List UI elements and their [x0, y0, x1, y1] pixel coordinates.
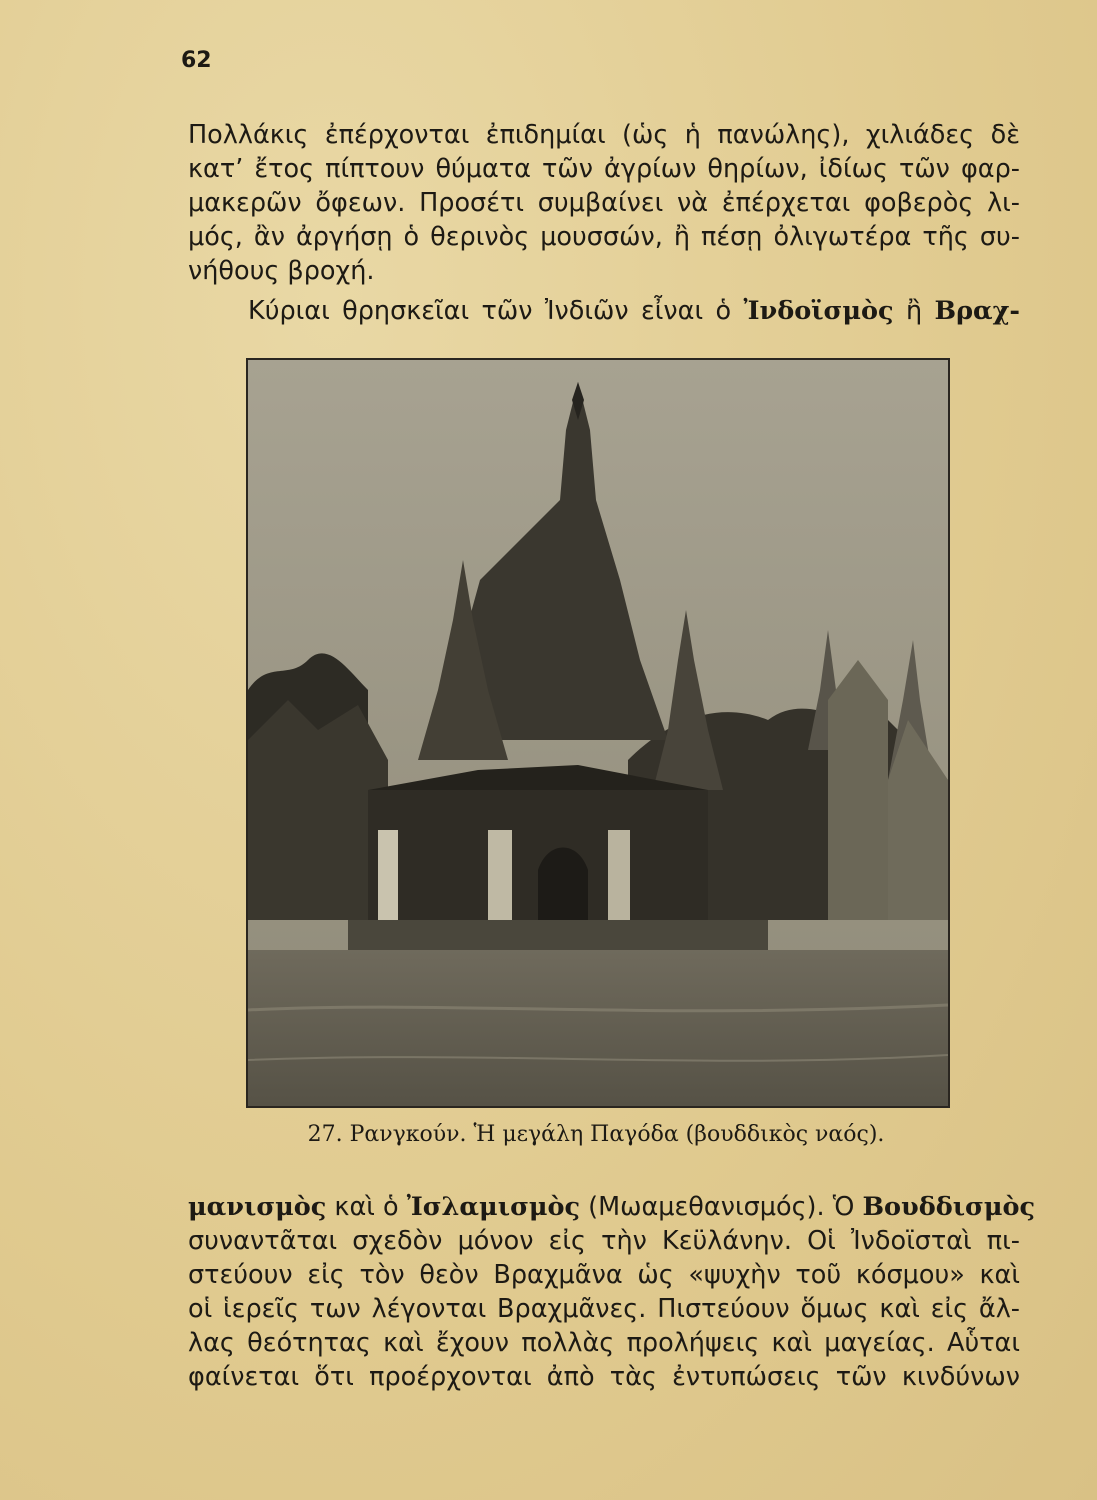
text-span: καὶ ὁ — [326, 1192, 407, 1222]
text-line: κατ’ ἔτος πίπτουν θύματα τῶν ἀγρίων θηρίων, ἰδίως τῶν φαρ- — [188, 154, 1020, 184]
paragraph-religions-intro — [188, 294, 1020, 328]
text-line: Πολλάκις ἐπέρχονται ἐπιδημίαι (ὡς ἡ πανώλης), χιλιάδες δὲ — [188, 120, 1020, 150]
figure-caption: 27. Ρανγκούν. Ἡ μεγάλη Παγόδα (βουδδικὸς ναός). — [307, 1122, 885, 1147]
text-span: (Μωαμεθανισμός). Ὁ — [580, 1192, 863, 1222]
text-span: Κύριαι θρησκεῖαι τῶν Ἰνδιῶν εἶναι ὁ — [248, 296, 744, 326]
text-line: μός, ἂν ἀργήσῃ ὁ θερινὸς μουσσών, ἢ πέσῃ ὀλιγωτέρα τῆς συ- — [188, 222, 1020, 252]
courtyard — [248, 950, 948, 1106]
paragraph-religions-continued — [188, 1190, 1036, 1394]
pagoda-illustration — [248, 360, 948, 1106]
text-line: φαίνεται ὅτι προέρχονται ἀπὸ τὰς ἐντυπώσεις τῶν κινδύνων — [188, 1362, 1020, 1392]
term-buddhism: Βουδδισμὸς — [862, 1192, 1036, 1222]
text-line — [188, 1190, 1036, 1224]
text-line: μακερῶν ὄφεων. Προσέτι συμβαίνει νὰ ἐπέρχεται φοβερὸς λι- — [188, 188, 1020, 218]
text-line: οἱ ἱερεῖς των λέγονται Βραχμᾶνες. Πιστεύουν ὅμως καὶ εἰς ἄλ- — [188, 1294, 1020, 1324]
term-brahmanism-start: Βραχ- — [934, 296, 1021, 326]
text-line: συναντᾶται σχεδὸν μόνον εἰς τὴν Κεϋλάνην. Οἱ Ἰνδοϊσταὶ πι- — [188, 1226, 1020, 1256]
text-line: στεύουν εἰς τὸν θεὸν Βραχμᾶνα ὡς «ψυχὴν τοῦ κόσμου» καὶ — [188, 1260, 1020, 1290]
paragraph-epidemics — [188, 118, 1020, 288]
term-brahmanism-end: μανισμὸς — [188, 1192, 327, 1222]
text-line: νήθους βροχή. — [188, 256, 375, 286]
page-number: 62 — [181, 48, 212, 73]
pagoda-photo — [246, 358, 950, 1108]
text-span: ἢ — [893, 296, 935, 326]
term-islam: Ἰσλαμισμὸς — [406, 1192, 581, 1222]
term-hinduism: Ἰνδοϊσμὸς — [743, 296, 894, 326]
text-line — [188, 294, 1020, 328]
text-line: λας θεότητας καὶ ἔχουν πολλὰς προλήψεις καὶ μαγείας. Αὗται — [188, 1328, 1020, 1358]
